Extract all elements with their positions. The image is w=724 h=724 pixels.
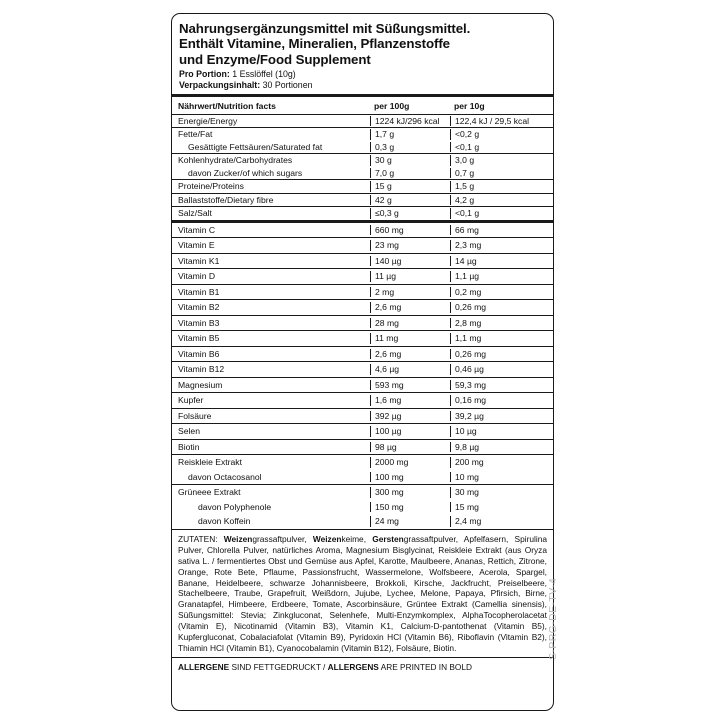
table-row-group [172, 362, 553, 378]
table-row [172, 409, 553, 424]
table-row-group [172, 194, 553, 208]
value-per100: 1,7 g [370, 129, 450, 140]
nutrient-name: Vitamin B1 [178, 286, 220, 297]
package-label: Verpackungsinhalt: [179, 79, 261, 90]
nutrient-name: Kohlenhydrate/Carbohydrates [178, 155, 293, 166]
table-row-group [172, 347, 553, 363]
supplement-label [171, 13, 554, 711]
side-code: S-PRG-DE-TV-4 [547, 577, 559, 660]
table-row-group [172, 154, 553, 180]
text-run: ZUTATEN: [178, 533, 224, 544]
header-nutrient: Nährwert/Nutrition facts [178, 101, 276, 112]
value-per100: 0,3 g [370, 142, 450, 153]
nutrient-name: Vitamin K1 [178, 255, 220, 266]
value-per100: 2000 mg [370, 457, 450, 468]
title-line: und Enzyme/Food Supplement [179, 51, 371, 67]
table-row [172, 485, 553, 500]
text-run: ARE PRINTED IN BOLD [378, 661, 472, 672]
value-per100: 2 mg [370, 287, 450, 298]
value-per10: 14 µg [450, 256, 553, 267]
nutrient-name: Reiskleie Extrakt [178, 457, 242, 468]
package-line [179, 80, 546, 91]
table-row-group [172, 180, 553, 194]
value-per10: 9,8 µg [450, 442, 553, 453]
nutrient-name: Vitamin C [178, 224, 216, 235]
nutrient-name: davon Zucker/of which sugars [188, 167, 303, 178]
micronutrient-table [172, 223, 553, 530]
text-run: SIND FETTGEDRUCKT / [229, 661, 328, 672]
table-row [172, 440, 553, 455]
value-per100: 11 µg [370, 271, 450, 282]
allergen-word: Gersten [372, 533, 404, 544]
portion-label: Pro Portion: [179, 69, 230, 80]
value-per10: 0,46 µg [450, 364, 553, 375]
value-per100: 392 µg [370, 411, 450, 422]
value-per100: 30 g [370, 155, 450, 166]
value-per10: 2,3 mg [450, 240, 553, 251]
nutrient-name: davon Polyphenole [198, 501, 272, 512]
nutrient-name: Vitamin B5 [178, 333, 220, 344]
value-per100: ≤0,3 g [370, 208, 450, 219]
nutrient-name: Proteine/Proteins [178, 181, 244, 192]
value-per10: <0,2 g [450, 129, 553, 140]
nutrient-name: Kupfer [178, 395, 204, 406]
value-per100: 100 mg [370, 472, 450, 483]
value-per100: 150 mg [370, 502, 450, 513]
table-row [172, 362, 553, 377]
table-row-group [172, 238, 553, 254]
value-per10: 0,16 mg [450, 395, 553, 406]
value-per100: 42 g [370, 195, 450, 206]
value-per100: 2,6 mg [370, 302, 450, 313]
table-row [172, 331, 553, 346]
table-header [172, 97, 553, 114]
nutrient-name: Vitamin B6 [178, 348, 220, 359]
value-per100: 28 mg [370, 318, 450, 329]
nutrient-name: Gesättigte Fettsäuren/Saturated fat [188, 141, 323, 152]
table-row [172, 500, 553, 515]
product-title [179, 21, 546, 67]
table-row [172, 180, 553, 193]
table-row [172, 316, 553, 331]
value-per100: 140 µg [370, 256, 450, 267]
nutrient-name: davon Koffein [198, 516, 251, 527]
table-row-group [172, 285, 553, 301]
table-row-group [172, 424, 553, 440]
table-row-group [172, 128, 553, 154]
header-per100: per 100g [374, 101, 410, 112]
value-per10: 0,26 mg [450, 302, 553, 313]
table-row-group [172, 378, 553, 394]
table-row [172, 393, 553, 408]
nutrition-table [172, 115, 553, 221]
table-row [172, 194, 553, 207]
table-row-group [172, 455, 553, 485]
value-per10: 2,8 mg [450, 318, 553, 329]
table-row-group [172, 223, 553, 239]
value-per10: 1,1 µg [450, 271, 553, 282]
value-per10: 1,5 g [450, 181, 553, 192]
text-run: grassaftpulver, [252, 533, 313, 544]
table-row-group [172, 485, 553, 530]
value-per10: 200 mg [450, 457, 553, 468]
table-row [172, 207, 553, 220]
title-line: Enthält Vitamine, Mineralien, Pflanzenstoffe [179, 36, 450, 52]
nutrient-name: Fette/Fat [178, 129, 213, 140]
table-row [172, 347, 553, 362]
value-per10: 2,4 mg [450, 516, 553, 527]
value-per10: 59,3 mg [450, 380, 553, 391]
allergen-word: ALLERGENE [178, 661, 230, 672]
value-per100: 7,0 g [370, 168, 450, 179]
table-row [172, 223, 553, 238]
table-row [172, 470, 553, 485]
value-per100: 15 g [370, 181, 450, 192]
value-per10: 10 mg [450, 472, 553, 483]
table-row-group [172, 440, 553, 456]
table-row [172, 128, 553, 141]
nutrient-name: Salz/Salt [178, 208, 212, 219]
value-per10: <0,1 g [450, 142, 553, 153]
nutrient-name: Grüneee Extrakt [178, 487, 241, 498]
table-row-group [172, 269, 553, 285]
value-per100: 23 mg [370, 240, 450, 251]
label-header [172, 14, 553, 90]
value-per10: 0,26 mg [450, 349, 553, 360]
value-per10: 10 µg [450, 426, 553, 437]
value-per10: 15 mg [450, 502, 553, 513]
value-per100: 1,6 mg [370, 395, 450, 406]
table-row [172, 167, 553, 180]
table-row-group [172, 331, 553, 347]
value-per10: <0,1 g [450, 208, 553, 219]
text-run: grassaftpulver, Apfelfasern, Spirulina Pulver, Chlorella Pulver, natürliches Aroma, Magnesium Bisglycinat, Reiskleie Extrakt (aus Oryza sativa L. / fermentiertes Obst und Gemüse aus Apfel, Karotte, Maulbeere, Ananas, Rettich, Zitrone, Orange, Rote Bete, Pflaume, Passionsfrucht, Wassermelone, Wolfsbeere, Acerola, Spargel, Banane, Heidelbeere, schwarze Johannisbeere, Brokkoli, Kirsche, Jackfrucht, Preiselbeere, Stachelbeere, Traube, Grapefruit, Weißdorn, Jujube, Lychee, Melone, Papaya, Pfirsich, Birne, Granatapfel, Himbeere, Erdbeere, Tomate, Ascorbinsäure, Grüntee Extrakt (Camellia sinensis), Süßungsmittel: Stevia; Zinkgluconat, Selenhefe, Multi-Enzymkomplex, AlphaTocopherolacetat (Vitamin E), Nicotinamid (Vitamin B3), Vitamin K1, Calcium-D-pantothenat (Vitamin B5), Kupfergluconat, Cobalaciafolat (Vitamin B9), Pyridoxin HCl (Vitamin B6), Riboflavin (Vitamin B2), Thiamin HCl (Vitamin B1), Cyanocobalamin (Vitamin B12), Folsäure, Biotin. [178, 533, 547, 653]
table-row [172, 115, 553, 128]
allergen-word: Weizen [223, 533, 253, 544]
nutrient-name: Folsäure [178, 410, 212, 421]
nutrient-name: Vitamin D [178, 271, 216, 282]
nutrient-name: Ballaststoffe/Dietary fibre [178, 194, 274, 205]
table-row [172, 254, 553, 269]
nutrient-name: Vitamin E [178, 240, 215, 251]
table-row [172, 238, 553, 253]
allergen-word: ALLERGENS [327, 661, 379, 672]
value-per100: 98 µg [370, 442, 450, 453]
table-row [172, 141, 553, 154]
value-per10: 3,0 g [450, 155, 553, 166]
value-per10: 30 mg [450, 487, 553, 498]
table-row-group [172, 300, 553, 316]
nutrient-name: Selen [178, 426, 200, 437]
nutrient-name: Vitamin B12 [178, 364, 225, 375]
value-per100: 4,6 µg [370, 364, 450, 375]
table-row [172, 424, 553, 439]
table-row [172, 514, 553, 529]
value-per100: 11 mg [370, 333, 450, 344]
value-per10: 39,2 µg [450, 411, 553, 422]
value-per10: 122,4 kJ / 29,5 kcal [450, 116, 553, 127]
value-per100: 300 mg [370, 487, 450, 498]
value-per100: 100 µg [370, 426, 450, 437]
allergen-note [172, 658, 553, 676]
title-line: Nahrungsergänzungsmittel mit Süßungsmittel. [179, 21, 471, 36]
table-row-group [172, 254, 553, 270]
table-row [172, 285, 553, 300]
value-per100: 593 mg [370, 380, 450, 391]
nutrient-name: Energie/Energy [178, 115, 238, 126]
text-run: keime, [341, 533, 373, 544]
nutrient-name: Biotin [178, 441, 200, 452]
portion-info [179, 69, 546, 90]
value-per100: 24 mg [370, 516, 450, 527]
table-row [172, 154, 553, 167]
value-per10: 0,2 mg [450, 287, 553, 298]
nutrient-name: Vitamin B2 [178, 302, 220, 313]
nutrient-name: Magnesium [178, 379, 223, 390]
table-row-group [172, 393, 553, 409]
package-value: 30 Portionen [260, 79, 313, 90]
value-per10: 4,2 g [450, 195, 553, 206]
table-row-group [172, 115, 553, 129]
nutrient-name: Vitamin B3 [178, 317, 220, 328]
nutrient-name: davon Octacosanol [188, 471, 262, 482]
table-row [172, 378, 553, 393]
table-row-group [172, 409, 553, 425]
value-per10: 1,1 mg [450, 333, 553, 344]
table-row-group [172, 316, 553, 332]
ingredients-text [172, 530, 553, 657]
table-row [172, 455, 553, 470]
value-per100: 660 mg [370, 225, 450, 236]
portion-value: 1 Esslöffel (10g) [229, 69, 296, 80]
value-per10: 0,7 g [450, 168, 553, 179]
allergen-word: Weizen [312, 533, 342, 544]
value-per10: 66 mg [450, 225, 553, 236]
value-per100: 2,6 mg [370, 349, 450, 360]
table-row [172, 300, 553, 315]
header-per10: per 10g [454, 101, 485, 112]
table-row-group [172, 207, 553, 221]
portion-line [179, 69, 546, 80]
value-per100: 1224 kJ/296 kcal [370, 116, 450, 127]
table-row [172, 269, 553, 284]
